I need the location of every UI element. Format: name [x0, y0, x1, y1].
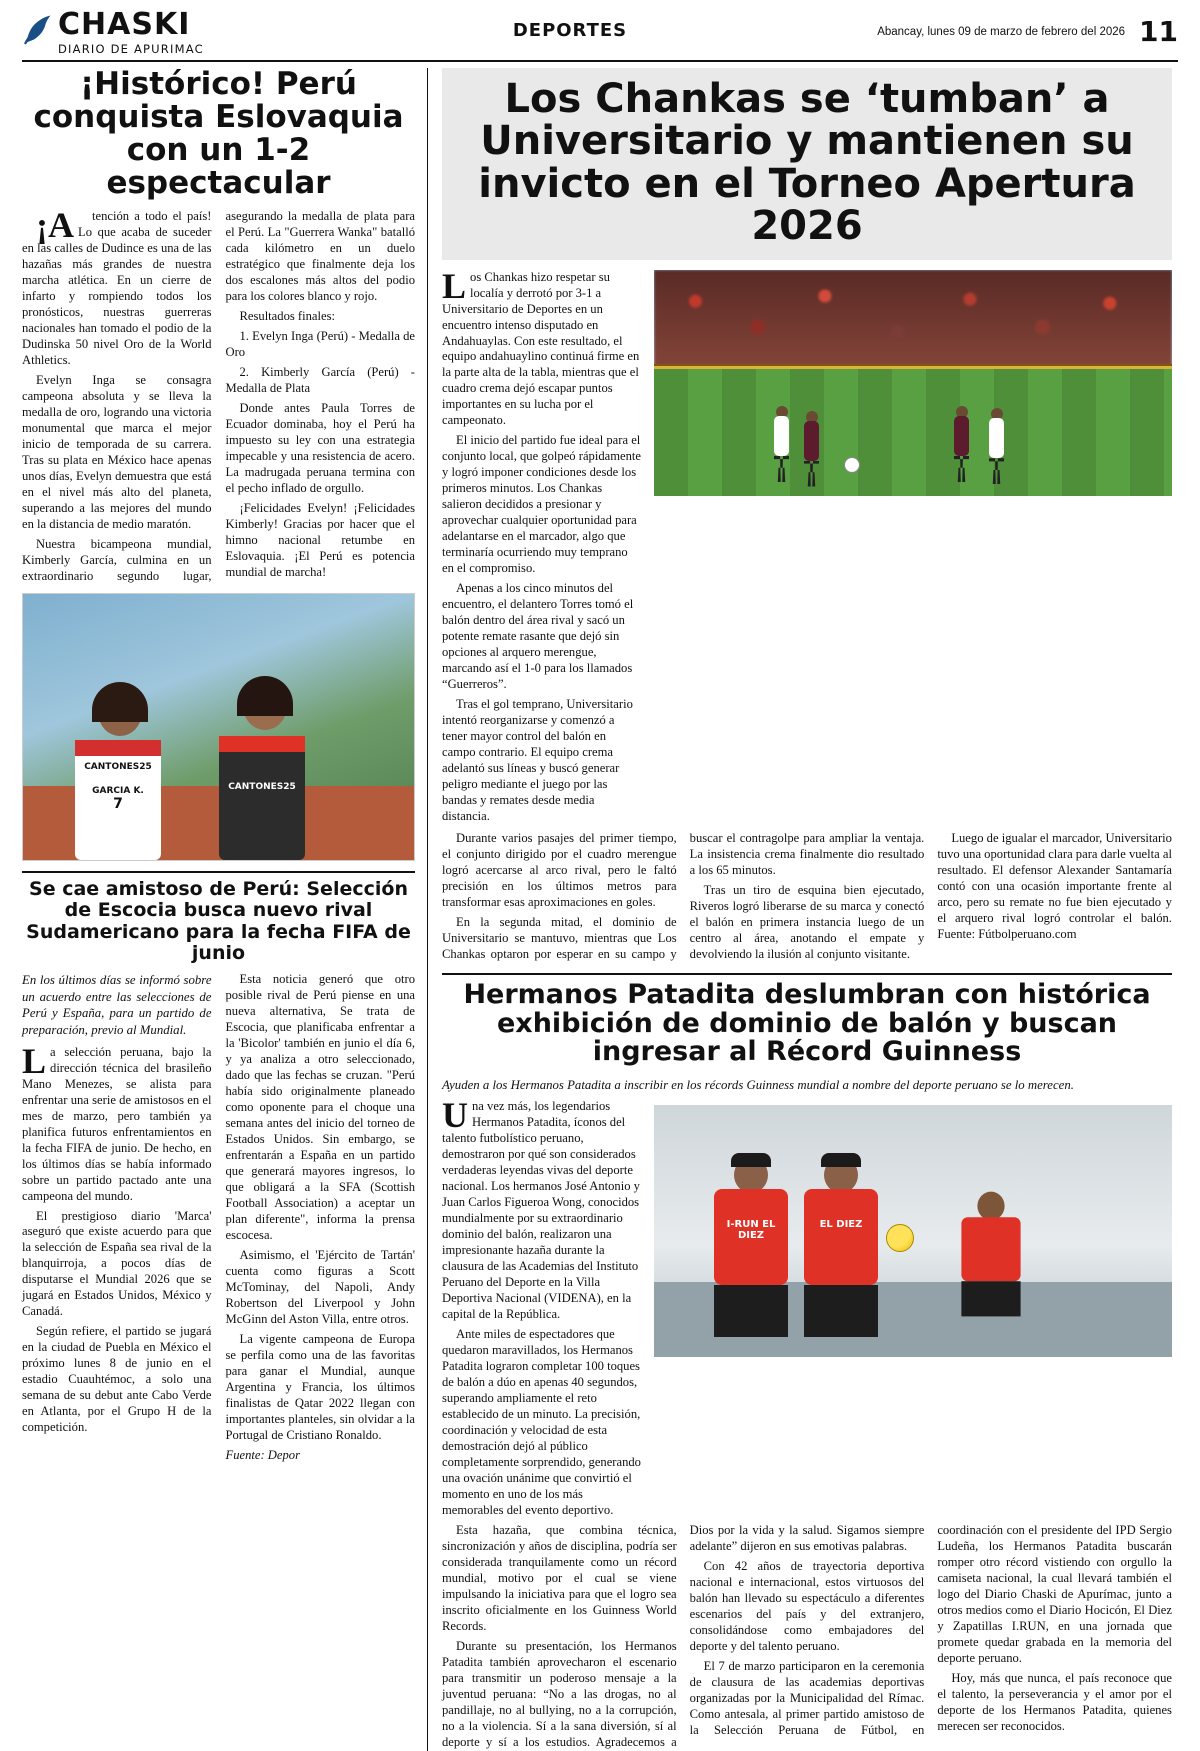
paragraph: Hoy, más que nunca, el país reconoce que el talento, la perseverancia y el amor por el deporte de los Hermanos Patadita, quienes merecen ser reconocidos. — [937, 1670, 1172, 1733]
main-intro-column — [442, 265, 642, 829]
escocia-body — [22, 972, 415, 1464]
bib-brand-left: CANTONES25 — [84, 762, 152, 773]
paragraph: La vigente campeona de Europa se perfila como una de las favoritas para ganar el Mundial, aunque Argentina y Francia, los últimos finalistas de Qatar 2022 llegan con importantes planteles, sin olvidar a la Portugal de Cristiano Ronaldo. — [225, 1331, 415, 1442]
match-photo — [654, 270, 1172, 496]
paragraph: Esta noticia generó que otro posible rival de Perú piense en una nueva alternativa, Se trata de Escocia, que planificaba enfrentar a la 'Bicolor' también en junio el día 6, y ya analiza a otro seleccionado, dado que las fechas se cruzan. "Perú había sido originalmente planeado como oponente para el choque una semana antes del inicio del torneo de Estados Unidos. Sin embargo, se enfrentarán a España en un partido que generará mayores ingresos, lo que obligará a la SFA (Scottish Football Association) a aceptar un plan diferente", informa la prensa escocesa. — [225, 972, 415, 1242]
paragraph: En la segunda mitad, el dominio de Universitario se mantuvo, mientras que Los Chankas optaron por esperar en su campo y buscar el contragolpe para ampliar la ventaja. La insistencia crema finalmente dio resultado a los 65 minutos. — [442, 831, 925, 961]
paragraph: Durante varios pasajes del primer tiempo, el conjunto dirigido por el cuadro merengue logró acercarse al arco rival, pero le faltó precisión en los últimos metros para transformar esas aproximaciones en goles. — [442, 831, 677, 909]
main-article-continuation — [442, 831, 1172, 963]
paragraph: Los Chankas hizo respetar su localía y derrotó por 3-1 a Universitario de Deportes en un encuentro intenso disputado en Andahuaylas. Con este resultado, el equipo andahuaylino continuá firme en la parte alta de la tabla, mientras que el cuadro crema dejó escapar puntos importantes en su lucha por el campeonato. — [442, 265, 640, 428]
brand-name: CHASKI — [58, 7, 191, 42]
paragraph: Luego de igualar el marcador, Universitario tuvo una oportunidad clara para darle vuelta al resultado. El defensor Alexander Santamaría contó con una ocasión importante frente al arco, pero su remate no fue bien ejecutado y el arquero rival logró controlar el balón. Fuente: Fútbolperuano.com — [937, 831, 1172, 941]
paragraph: 2. Kimberly García (Perú) - Medalla de Plata — [225, 365, 415, 396]
bib-name: GARCIA K. — [92, 786, 144, 797]
escocia-source: Fuente: Depor — [225, 1447, 300, 1462]
left-article-headline: ¡Histórico! Perú conquista Eslovaquia con un 1-2 espectacular — [33, 66, 404, 201]
yellow-ball-icon — [886, 1224, 914, 1252]
paragraph: 1. Evelyn Inga (Perú) - Medalla de Oro — [225, 329, 415, 360]
paragraph: El 7 de marzo participaron en la ceremonia de clausura de las academias deportivas organizadas por la Municipalidad del Rímac. Como antesala, al primer partido amistoso de la Selección Peruana de Fútbol, en coordinación con el presidente del IPD Sergio Ludeña, los Hermanos Patadita buscarán romper otro récord vistiendo con orgullo la camiseta nacional, la cual llevará también el logo del Diario Chaski de Apurímac, junto a otros medios como el Diario Hocicón, El Diez y Zapatillas I.RUN, en una jornada que promete quedar grabada en la memoria del deporte peruano. — [689, 1522, 1172, 1737]
paragraph: ¡Felicidades Evelyn! ¡Felicidades Kimberly! Gracias por hacer que el himno nacional retumbe en Eslovaquia. ¡El Perú es potencia mundial de marcha! — [225, 501, 415, 580]
soccer-ball-icon — [844, 457, 860, 473]
paragraph: La selección peruana, bajo la dirección técnica del brasileño Mano Menezes, se alista para enfrentar una serie de amistosos en el mes de marzo, pero también ya planifica futuros enfrentamientos en la fecha FIFA de junio. De hecho, en los últimos días se había informado sobre un partido pactado ante una campeona del mundo. — [22, 1040, 212, 1203]
paragraph: Esta hazaña, que combina técnica, sincronización y años de disciplina, podría ser considerada tranquilamente como un récord mundial, motivo por el cual se viene impulsando la iniciativa para que el logro sea inscrito oficialmente en los Guinness World Records. — [442, 1522, 677, 1633]
logo — [22, 7, 322, 56]
paragraph: Donde antes Paula Torres de Ecuador dominaba, hoy el Perú ha impuesto su ley con una estrategia impecable y una resistencia de acero. La madrugada peruana termina con el pecho inflado de orgullo. — [225, 401, 415, 496]
masthead — [22, 7, 1178, 62]
patadita-headline: Hermanos Patadita deslumbran con histórica exhibición de dominio de balón y buscan ingresar al Récord Guinness — [463, 978, 1151, 1068]
paragraph: Una vez más, los legendarios Hermanos Patadita, íconos del talento futbolístico peruano, demostraron por qué son considerados verdaderas leyendas vivas del deporte nacional. Los hermanos José Antonio y Juan Carlos Figueroa Wong, conocidos mundialmente por su extraordinario dominio del balón, realizaron una impresionante hazaña durante la clausura de las Academias del Instituto Peruano del Deporte en la Villa Deportiva Nacional (VIDENA), en la capital de la República. — [442, 1095, 640, 1322]
paragraph: Asimismo, el 'Ejército de Tartán' cuenta como figuras a Scott McTominay, del Napoli, Andy Robertson del Liverpool y John McGinn del Aston Villa, entre otros. — [225, 1247, 415, 1326]
paragraph: Tras el gol temprano, Universitario intentó reorganizarse y comenzó a tener mayor control del balón en campo contrario. El equipo crema adelantó sus líneas y buscó generar peligro mediante el juego por las bandas y remates desde media distancia. — [442, 697, 633, 824]
paragraph: Resultados finales: — [239, 309, 335, 324]
patadita-lede: Ayuden a los Hermanos Patadita a inscribir en los récords Guinness mundial a nombre del deporte peruano se lo merecen. — [442, 1077, 1074, 1092]
paragraph: El inicio del partido fue ideal para el conjunto local, que golpeó rápidamente y logró imponer condiciones desde los primeros minutos. Los Chankas salieron decididos a presionar y aprovechar cualquier oportunidad para adelantarse en el marcador, algo que terminaría ocurriendo muy temprano en el compromiso. — [442, 433, 641, 576]
page-number: 11 — [1139, 15, 1178, 48]
left-article-body — [22, 205, 415, 585]
bib-number: 7 — [113, 796, 123, 813]
bib-brand-right: CANTONES25 — [228, 782, 296, 793]
paragraph: Nuestra bicampeona mundial, Kimberly García, culmina en un extraordinario segundo lugar, asegurando la medalla de plata para el Perú. La "Guerrera Wanka" batalló cada kilómetro en un duelo estratégico que finalmente deja los dos escalones más altos del podio para los colores blanco y rojo. — [22, 209, 415, 584]
escocia-headline: Se cae amistoso de Perú: Selección de Escocia busca nuevo rival Sudamericano para la fecha FIFA de junio — [26, 878, 411, 964]
paragraph: Tras un tiro de esquina bien ejecutado, Riveros logró liberarse de su marca y conectó el balón en primera instancia luego de un centro al área, anotando el empate y devolviendo la ilusión al conjunto visitante. — [689, 882, 925, 961]
paragraph: Apenas a los cinco minutos del encuentro, el delantero Torres tomó el balón dentro del área rival y sacó un potente remate rasante que dejó sin opciones al arquero merengue, marcando así el 1-0 para los llamados “Guerreros”. — [442, 581, 634, 692]
shirt-text: I-RUN EL DIEZ — [726, 1219, 776, 1242]
paragraph: Con 42 años de trayectoria deportiva nacional e internacional, estos virtuosos del balón han llevado su espectáculo a diferentes escenarios del país y del extranjero, consolidándose como embajadores del deporte y del talento peruano. — [689, 1558, 925, 1653]
patadita-continuation — [442, 1523, 1172, 1751]
left-column — [22, 68, 428, 1751]
shirt-text: EL DIEZ — [819, 1219, 863, 1231]
section-title: DEPORTES — [512, 20, 628, 41]
patadita-photo — [654, 1105, 1172, 1357]
patadita-intro-column — [442, 1095, 642, 1523]
chaski-bird-icon — [22, 12, 52, 46]
paragraph: Ante miles de espectadores que quedaron maravillados, los Hermanos Patadita lograron completar 100 toques de balón a dúo en apenas 40 segundos, superando ampliamente el reto establecido de un minuto. La precisión, coordinación y velocidad de esta demostración dejó al público completamente sorprendido, generando una ovación unánime que convirtió el momento en uno de los más memorables del evento deportivo. — [442, 1327, 641, 1517]
escocia-lede: En los últimos días se informó sobre un acuerdo entre las selecciones de Perú y España, para un partido de preparación, previo al Mundial. — [22, 973, 212, 1038]
issue-date: Abancay, lunes 09 de marzo de febrero del 2026 — [877, 26, 1126, 38]
paragraph: El prestigioso diario 'Marca' aseguró que existe acuerdo para que la selección de España sea rival de la blanquirroja, a pocos días de disputarse el Mundial 2026 que se jugará en Estados Unidos, México y Canadá. — [22, 1208, 212, 1319]
paragraph: Durante su presentación, los Hermanos Patadita también aprovecharon el escenario para transmitir un poderoso mensaje a la juventud peruana: “No a las drogas, no al pandillaje, no al bullying, no a la corrupción, no a la violencia. Sí a la sana diversión, sí al deporte y sí a los estudios. Agradecemos a Dios por la vida y la salud. Sigamos siempre adelante” dijeron en sus emotivas palabras. — [442, 1522, 925, 1749]
paragraph: Evelyn Inga se consagra campeona absoluta y se lleva la medalla de oro, logrando una victoria monumental que marca el mejor inicio de temporada de su carrera. Tras su plata en México hace apenas unos días, Evelyn demuestra que está en el nivel más alto del planeta, superando a las mejores del mundo en la distancia de medio maratón. — [22, 373, 212, 532]
right-column — [428, 68, 1172, 1751]
paragraph: ¡Atención a todo el país! Lo que acaba de suceder en las calles de Dudince es una de las hazañas más grandes de nuestra marcha atlética. En un cierre de infarto y rompiendo todos los pronósticos, nuestras guerreras nacionales han tomado el podio de la Dudinska 50 nivel Oro de la World Athletics. — [22, 205, 212, 368]
runners-photo — [22, 593, 415, 861]
paragraph: Según refiere, el partido se jugará en la ciudad de Puebla en México el próximo lunes 8 de junio en el estadio Cuauhtémoc, a solo una semana de su debut ante Cabo Verde en Atlanta, por el Grupo H de la competición. — [22, 1324, 212, 1435]
main-article-headline: Los Chankas se ‘tumban’ a Universitario y mantienen su invicto en el Torneo Apertura 2026 — [442, 68, 1172, 260]
brand-subtitle: DIARIO DE APURIMAC — [58, 42, 204, 56]
